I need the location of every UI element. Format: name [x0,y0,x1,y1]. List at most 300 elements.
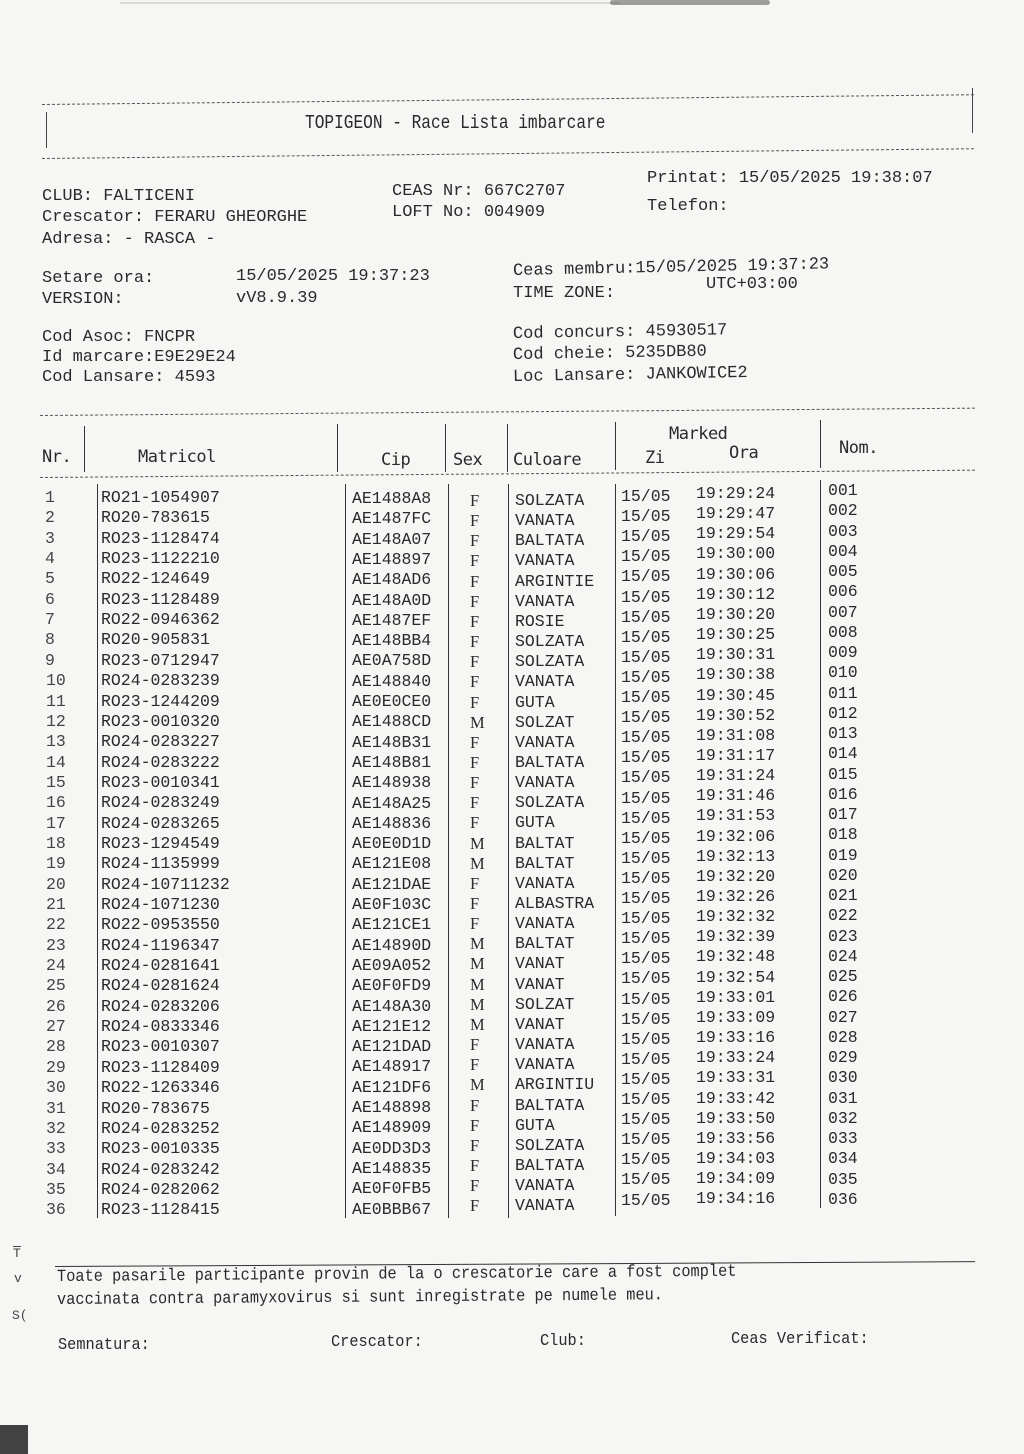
club-signature-label: Club: [540,1332,586,1351]
cell-nom: 014 [828,744,858,764]
cell-ora: 19:30:00 [696,544,776,564]
cod-lansare-line [42,367,215,388]
cell-nr: 22 [46,915,66,935]
ceas-membru-value: 15/05/2025 19:37:23 [635,255,830,279]
cell-sex: F [470,1035,480,1055]
cell-cip: AE0F103C [352,895,432,914]
cell-ora: 19:29:54 [696,524,776,544]
cell-zi: 15/05 [621,1130,671,1150]
cell-zi: 15/05 [621,607,671,627]
cell-cip: AE0E0D1D [352,834,432,854]
cell-culoare: VANATA [515,773,575,793]
cell-sex: F [470,1155,480,1175]
cod-cheie-value: 5235DB80 [625,342,707,364]
column-divider [345,484,346,1218]
telefon-label: Telefon: [647,197,729,216]
cell-sex: F [470,1095,480,1115]
cell-nom: 010 [828,663,858,683]
cell-cip: AE0BBB67 [352,1199,432,1219]
cell-matricol: RO23-1122210 [101,549,220,569]
cell-sex: F [470,551,480,571]
col-header-zi: Zi [645,448,665,468]
cell-nr: 27 [46,1017,66,1037]
cell-matricol: RO24-1196347 [101,935,220,955]
cell-sex: M [470,974,485,994]
cell-ora: 19:29:24 [696,484,776,503]
cell-cip: AE121DAD [352,1037,432,1057]
cell-culoare: BALTAT [515,833,575,853]
cell-nom: 018 [828,825,858,845]
cell-nr: 32 [46,1118,66,1138]
cell-nom: 033 [828,1129,858,1148]
cell-nom: 024 [828,946,858,966]
cell-nr: 5 [45,569,55,589]
cell-ora: 19:33:31 [696,1068,776,1088]
loc-lansare-label: Loc Lansare: [512,365,636,387]
cell-nr: 7 [45,610,55,630]
cod-lansare-value: 4593 [174,368,216,387]
cell-zi: 15/05 [621,627,671,647]
cell-matricol: RO22-124649 [101,569,210,589]
cell-nr: 14 [46,752,66,772]
cell-sex: F [470,672,480,692]
cell-zi: 15/05 [621,487,671,506]
cell-ora: 19:30:31 [696,645,776,665]
cell-nr: 9 [45,650,55,670]
printat-value: 15/05/2025 19:38:07 [738,169,933,188]
cell-zi: 15/05 [621,667,671,687]
cell-nr: 30 [46,1078,66,1098]
crescator-line [42,207,307,228]
cell-sex: F [470,1055,480,1075]
cell-zi: 15/05 [621,1190,671,1210]
cell-zi: 15/05 [621,728,671,748]
cell-culoare: ALBASTRA [515,894,595,913]
cell-ora: 19:32:26 [696,887,776,906]
cell-zi: 15/05 [621,547,671,567]
cell-nr: 1 [45,488,55,507]
col-header-nr: Nr. [42,447,72,467]
cell-culoare: VANATA [515,1055,575,1075]
cell-sex: M [470,994,485,1014]
cell-sex: F [470,1115,480,1135]
margin-fragment: v [14,1271,22,1286]
cell-nr: 10 [46,671,66,691]
cell-matricol: RO24-0283252 [101,1118,220,1138]
cell-nom: 029 [828,1048,858,1067]
cell-nom: 016 [828,784,858,804]
cell-sex: M [470,853,485,873]
column-divider [97,484,98,1218]
cell-zi: 15/05 [621,768,671,788]
col-header-cip: Cip [381,450,411,470]
cell-matricol: RO23-0010335 [101,1139,220,1159]
cell-zi: 15/05 [621,1049,671,1069]
cell-culoare: VANAT [515,954,565,974]
cell-culoare: VANATA [515,672,575,692]
crescator-label: Crescator: [42,208,145,227]
cod-asoc-label: Cod Asoc: [42,328,134,347]
ceas-nr-value: 667C2707 [483,182,566,201]
cell-zi: 15/05 [621,889,671,908]
cell-cip: AE148835 [352,1158,432,1178]
cell-zi: 15/05 [621,748,671,768]
cod-concurs-value: 45930517 [645,321,728,342]
cell-nom: 003 [828,521,858,541]
cell-culoare: BALTATA [515,1155,585,1175]
cell-matricol: RO24-0833346 [101,1017,220,1037]
cell-ora: 19:32:20 [696,866,776,886]
table-header-top-border [40,408,975,416]
loc-lansare-value: JANKOWICE2 [645,363,748,385]
cell-culoare: SOLZAT [515,712,575,732]
cell-nom: 019 [828,845,858,865]
cell-sex: M [470,1014,485,1034]
cell-matricol: RO23-1294549 [101,833,220,853]
header-divider [445,424,446,472]
cell-nom: 006 [828,582,858,602]
cell-nom: 008 [828,622,858,642]
cell-zi: 15/05 [621,1069,671,1089]
cell-matricol: RO24-0283242 [101,1159,220,1179]
column-divider [820,480,821,1208]
column-divider [508,484,509,1218]
cell-ora: 19:32:54 [696,967,776,987]
printat-line [647,168,933,189]
cell-culoare: SOLZAT [515,994,575,1014]
version-value: vV8.9.39 [236,289,318,308]
cod-cheie-label: Cod cheie: [512,344,616,365]
cell-zi: 15/05 [621,808,671,828]
cell-sex: F [470,793,480,813]
cell-nr: 11 [46,691,66,711]
cell-sex: F [470,571,480,591]
cell-zi: 15/05 [621,1090,671,1109]
cell-ora: 19:31:46 [696,786,776,806]
cell-cip: AE148897 [352,549,432,569]
cell-cip: AE14890D [352,935,432,955]
loc-lansare-line [513,363,748,388]
scan-shadow [0,1425,28,1454]
cell-zi: 15/05 [621,929,671,949]
cell-zi: 15/05 [621,587,671,607]
semnatura-label: Semnatura: [58,1336,150,1355]
cell-ora: 19:33:24 [696,1048,776,1068]
cell-matricol: RO23-0010320 [101,711,220,731]
id-marcare-line [42,347,236,368]
cell-ora: 19:32:32 [696,907,776,927]
cell-nr: 36 [46,1200,66,1220]
cell-nr: 20 [46,874,66,894]
cell-culoare: BALTAT [515,853,575,873]
ceas-nr-label: CEAS Nr: [392,182,474,201]
cell-nom: 023 [828,926,858,946]
loft-no-line [392,202,545,223]
cell-nr: 28 [46,1037,66,1057]
cell-ora: 19:30:06 [696,564,776,584]
cell-cip: AE148917 [352,1057,432,1077]
cell-culoare: SOLZATA [515,491,585,510]
cell-nr: 15 [46,772,66,792]
cell-zi: 15/05 [621,909,671,929]
cell-zi: 15/05 [621,828,671,848]
cell-culoare: GUTA [515,692,555,712]
vaccination-statement-line1: Toate pasarile participante provin de la o crescatorie care a fost complet [56,1262,737,1287]
cell-culoare: VANATA [515,1035,575,1055]
cell-sex: F [470,914,480,934]
cell-matricol: RO22-0953550 [101,915,220,935]
cell-culoare: VANATA [515,551,575,571]
cod-asoc-line [42,327,195,348]
cell-matricol: RO24-0283239 [101,671,220,691]
cell-ora: 19:34:03 [696,1148,776,1168]
cell-cip: AE148909 [352,1118,432,1138]
cell-matricol: RO23-1128409 [101,1057,220,1077]
cell-nr: 31 [46,1098,66,1118]
cell-ora: 19:30:25 [696,625,776,645]
cell-matricol: RO23-1244209 [101,691,220,711]
club-line [42,186,195,207]
cell-culoare: VANATA [515,511,575,531]
cell-zi: 15/05 [621,969,671,989]
cell-matricol: RO23-0712947 [101,650,220,670]
ceas-nr-line [392,181,565,202]
cell-nom: 007 [828,602,858,622]
cod-cheie-line [513,342,707,366]
loft-no-value: 004909 [483,203,546,222]
margin-fragment: T [13,1246,21,1261]
cell-cip: AE0F0FB5 [352,1179,432,1199]
cell-ora: 19:30:45 [696,685,776,705]
cell-nr: 33 [46,1139,66,1159]
cell-cip: AE148A25 [352,793,432,813]
cell-sex: M [470,934,485,954]
club-label: CLUB: [42,187,94,206]
cell-nom: 022 [828,906,858,926]
cell-nr: 18 [46,833,66,853]
cell-cip: AE1487EF [352,610,432,630]
cell-culoare: BALTATA [515,531,585,551]
cell-zi: 15/05 [621,1150,671,1170]
cell-matricol: RO20-905831 [101,630,210,650]
cell-nr: 35 [46,1179,66,1199]
cell-ora: 19:33:50 [696,1108,776,1128]
cell-nr: 34 [46,1159,66,1179]
cell-culoare: SOLZATA [515,793,585,813]
cell-matricol: RO22-0946362 [101,610,220,630]
cell-sex: F [470,1135,480,1155]
column-divider [615,484,616,1216]
cell-zi: 15/05 [621,527,671,547]
cell-cip: AE148A07 [352,529,432,549]
cell-cip: AE148898 [352,1098,432,1117]
cell-sex: M [470,712,485,732]
cell-nr: 29 [46,1057,66,1077]
header-divider [337,424,338,472]
cell-matricol: RO24-0283227 [101,732,220,752]
printat-label: Printat: [647,169,729,188]
cell-cip: AE1488A8 [352,489,432,508]
title-box-bottom-border [42,148,974,159]
cell-nom: 001 [828,481,858,500]
cell-ora: 19:31:24 [696,766,776,786]
telefon-line [647,196,729,217]
cell-zi: 15/05 [621,1110,671,1130]
cell-zi: 15/05 [621,1009,671,1029]
cell-matricol: RO23-1128489 [101,589,220,609]
cell-sex: F [470,591,480,611]
cell-matricol: RO24-0283249 [101,793,220,813]
cell-cip: AE148840 [352,671,432,691]
cod-lansare-label: Cod Lansare: [42,368,165,387]
cell-matricol: RO23-0010307 [101,1037,220,1057]
cell-cip: AE0A758D [352,651,432,671]
cell-zi: 15/05 [621,1170,671,1190]
cell-culoare: VANAT [515,974,565,994]
club-value: FALTICENI [103,187,196,206]
cell-culoare: VANAT [515,1014,565,1034]
cell-culoare: SOLZATA [515,632,585,652]
cell-nr: 17 [46,813,66,833]
id-marcare-value: E9E29E24 [154,348,236,367]
cell-culoare: GUTA [515,813,555,833]
cell-nom: 020 [828,865,858,885]
cell-cip: AE1487FC [352,509,432,529]
loft-no-label: LOFT No: [392,203,474,222]
cell-cip: AE148BB4 [352,631,432,651]
cell-ora: 19:34:16 [696,1189,776,1209]
cell-nom: 025 [828,967,858,986]
col-header-marked: Marked [669,424,728,444]
cell-nr: 3 [45,528,55,548]
cell-sex: F [470,692,480,712]
title-box-left-border [46,112,47,148]
cell-zi: 15/05 [621,567,671,587]
cell-matricol: RO24-0281624 [101,976,220,996]
cell-ora: 19:33:01 [696,987,776,1007]
cell-nom: 032 [828,1108,858,1128]
column-divider [448,484,449,1218]
cell-cip: AE0F0FD9 [352,976,432,996]
cell-ora: 19:32:13 [696,846,776,866]
cell-nr: 19 [46,854,66,874]
cell-culoare: GUTA [515,1115,555,1135]
cod-asoc-value: FNCPR [144,328,196,347]
cell-cip: AE121E08 [352,854,432,874]
adresa-label: Adresa: [42,230,114,249]
cell-culoare: BALTAT [515,934,575,954]
cell-culoare: ARGINTIU [515,1075,595,1095]
cell-cip: AE121DF6 [352,1077,432,1097]
col-header-matricol: Matricol [138,447,216,467]
cell-zi: 15/05 [621,507,671,527]
cell-matricol: RO24-1071230 [101,895,220,914]
cell-zi: 15/05 [621,989,671,1009]
cell-nom: 011 [828,683,858,703]
cell-nom: 009 [828,643,858,662]
cell-sex: F [470,531,480,551]
vaccination-statement-line2: vaccinata contra paramyxovirus si sunt inregistrate pe numele meu. [56,1286,664,1310]
cell-sex: F [470,894,480,913]
cell-nr: 16 [46,793,66,813]
col-header-nom: Nom. [839,438,878,458]
cell-matricol: RO21-1054907 [101,488,220,507]
cell-sex: F [470,732,480,752]
cell-matricol: RO24-0283222 [101,752,220,772]
cell-ora: 19:34:09 [696,1169,776,1189]
cell-sex: M [470,954,485,974]
setare-ora-label: Setare ora: [42,269,155,288]
cell-culoare: BALTATA [515,1095,585,1115]
cell-culoare: VANATA [515,1196,575,1216]
cell-nom: 004 [828,541,858,561]
cell-culoare: BALTATA [515,752,585,772]
crescator-value: FERARU GHEORGHE [154,208,308,227]
cell-cip: AE121DAE [352,874,432,894]
document-title: TOPIGEON - Race Lista imbarcare [305,112,606,134]
cell-ora: 19:30:38 [696,665,776,685]
cell-zi: 15/05 [621,688,671,707]
cell-matricol: RO23-1128415 [101,1200,220,1220]
cell-matricol: RO22-1263346 [101,1078,220,1098]
cell-zi: 15/05 [621,788,671,808]
cell-ora: 19:32:06 [696,826,776,846]
cell-nr: 2 [45,508,55,528]
cell-nom: 031 [828,1088,858,1108]
cell-culoare: ARGINTIE [515,571,595,591]
time-zone-value: UTC+03:00 [706,275,798,294]
cell-culoare: SOLZATA [515,652,585,672]
cell-culoare: ROSIE [515,611,565,631]
cell-sex: F [470,1176,480,1196]
cell-culoare: VANATA [515,591,575,611]
cell-nom: 013 [828,724,858,743]
cell-cip: AE148836 [352,813,432,833]
cell-cip: AE0E0CE0 [352,692,432,711]
cell-ora: 19:32:48 [696,947,776,967]
cell-nr: 25 [46,976,66,996]
cell-matricol: RO24-0283206 [101,996,220,1016]
cell-cip: AE1488CD [352,712,432,732]
cell-cip: AE0DD3D3 [352,1138,432,1158]
cell-nr: 6 [45,589,55,609]
cell-cip: AE148938 [352,773,432,793]
cell-zi: 15/05 [621,708,671,728]
cell-sex: M [470,833,485,853]
margin-fragment: S( [12,1308,28,1323]
ceas-membru-label: Ceas membru: [512,259,636,281]
header-divider [507,424,508,472]
cell-ora: 19:31:17 [696,745,776,765]
cell-matricol: RO20-783675 [101,1098,210,1118]
cell-nom: 002 [828,501,858,521]
cell-cip: AE148A0D [352,590,432,610]
cell-nom: 036 [828,1189,858,1209]
cell-cip: AE09A052 [352,955,432,975]
title-box-top-border [42,94,974,105]
cell-ora: 19:30:12 [696,584,776,604]
cell-ora: 19:31:53 [696,806,776,826]
header-divider [615,422,616,470]
cell-ora: 19:33:16 [696,1028,776,1048]
header-divider [820,420,821,468]
setare-ora-value: 15/05/2025 19:37:23 [236,267,430,286]
time-zone-label: TIME ZONE: [513,284,616,303]
cell-culoare: VANATA [515,1176,575,1196]
cell-ora: 19:33:56 [696,1128,776,1148]
cell-matricol: RO24-1135999 [101,854,220,874]
header-divider [84,426,85,472]
